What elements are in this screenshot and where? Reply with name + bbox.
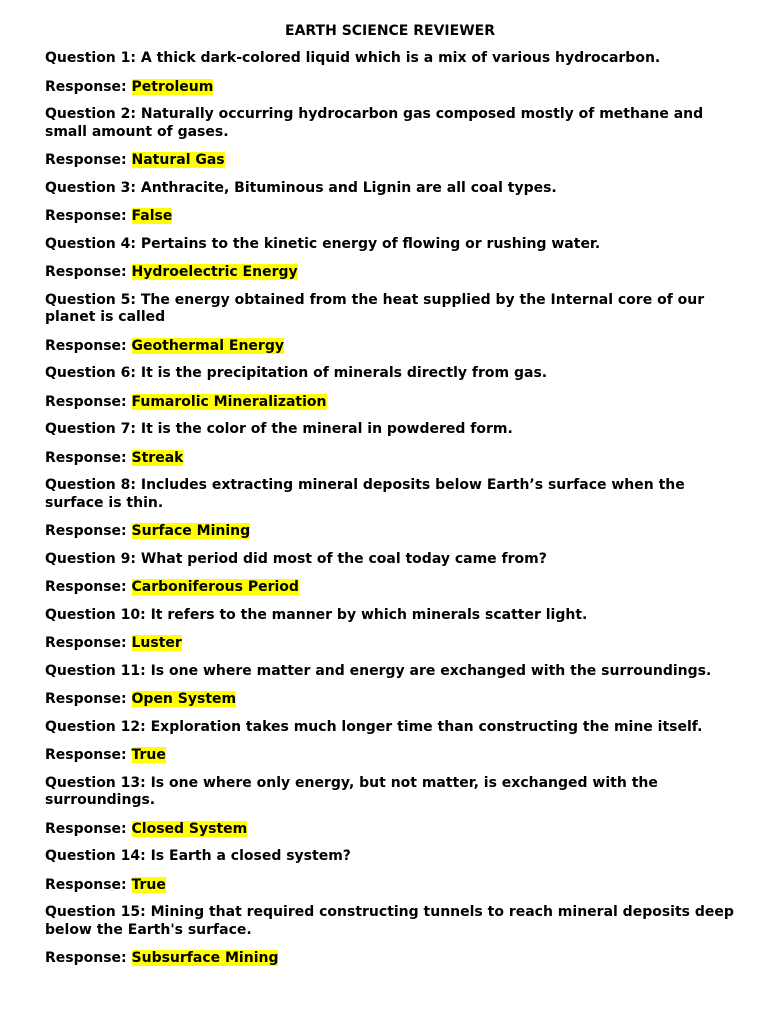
response-line: [45, 338, 735, 356]
response-label: Response:: [45, 393, 132, 410]
response-label: Response:: [45, 152, 132, 168]
response-label: Response:: [45, 820, 132, 837]
response-line: [45, 450, 735, 468]
highlighted-answer: True: [131, 747, 166, 763]
response-line: [45, 691, 735, 709]
highlighted-answer: Streak: [131, 449, 184, 466]
highlighted-answer: Geothermal Energy: [131, 337, 284, 354]
qa-item: [45, 551, 735, 597]
question-text: Question 3: Anthracite, Bituminous and Lignin are all coal types.: [45, 179, 557, 196]
question-text: Question 13: Is one where only energy, but not matter, is exchanged with the surroundings.: [45, 774, 658, 808]
highlighted-answer: False: [131, 208, 173, 224]
question-text: Question 2: Naturally occurring hydrocarbon gas composed mostly of methane and small amount of gases.: [45, 106, 704, 140]
document-page: [45, 22, 735, 968]
response-label: Response:: [45, 337, 132, 354]
qa-item: [45, 50, 735, 96]
qa-item: [45, 477, 735, 541]
qa-item: [45, 365, 735, 411]
response-line: [45, 877, 735, 895]
qa-item: [45, 775, 735, 839]
highlighted-answer: Surface Mining: [131, 523, 251, 539]
qa-item: [45, 719, 735, 765]
response-label: Response:: [45, 635, 132, 651]
question-text: Question 11: Is one where matter and energy are exchanged with the surroundings.: [45, 662, 712, 679]
highlighted-answer: Carboniferous Period: [131, 579, 299, 595]
response-line: [45, 579, 735, 597]
qa-item: [45, 180, 735, 226]
response-label: Response:: [45, 691, 132, 707]
question-text: Question 7: It is the color of the mineral in powdered form.: [45, 421, 513, 437]
highlighted-answer: Luster: [131, 635, 182, 651]
response-line: [45, 950, 735, 968]
highlighted-answer: True: [131, 876, 166, 893]
response-label: Response:: [45, 208, 132, 224]
response-label: Response:: [45, 950, 132, 966]
qa-item: [45, 236, 735, 282]
qa-item: [45, 848, 735, 894]
response-line: [45, 821, 735, 839]
response-label: Response:: [45, 523, 132, 539]
highlighted-answer: Fumarolic Mineralization: [131, 393, 327, 410]
response-label: Response:: [45, 449, 132, 466]
qa-item: [45, 663, 735, 709]
response-label: Response:: [45, 78, 132, 95]
response-label: Response:: [45, 747, 132, 763]
question-text: Question 8: Includes extracting mineral deposits below Earth’s surface when the surface is thin.: [45, 477, 685, 511]
response-line: [45, 79, 735, 97]
question-text: Question 14: Is Earth a closed system?: [45, 848, 351, 864]
response-line: [45, 394, 735, 412]
question-text: Question 9: What period did most of the coal today came from?: [45, 550, 547, 567]
question-text: Question 12: Exploration takes much longer time than constructing the mine itself.: [45, 718, 703, 735]
highlighted-answer: Petroleum: [131, 78, 214, 95]
qa-item: [45, 904, 735, 968]
response-line: [45, 635, 735, 653]
qa-item: [45, 421, 735, 467]
question-text: Question 10: It refers to the manner by which minerals scatter light.: [45, 606, 588, 623]
response-label: Response:: [45, 264, 132, 280]
question-text: Question 1: A thick dark-colored liquid which is a mix of various hydrocarbon.: [45, 50, 661, 66]
question-text: Question 6: It is the precipitation of minerals directly from gas.: [45, 365, 548, 381]
response-line: [45, 208, 735, 226]
qa-list: [45, 50, 735, 968]
highlighted-answer: Natural Gas: [131, 152, 225, 168]
response-line: [45, 152, 735, 170]
document-title: EARTH SCIENCE REVIEWER: [285, 23, 495, 39]
question-text: Question 5: The energy obtained from the heat supplied by the Internal core of our planet is called: [45, 291, 705, 325]
highlighted-answer: Open System: [131, 691, 237, 707]
highlighted-answer: Closed System: [131, 820, 248, 837]
qa-item: [45, 106, 735, 170]
highlighted-answer: Hydroelectric Energy: [131, 264, 298, 280]
qa-item: [45, 607, 735, 653]
qa-item: [45, 292, 735, 356]
question-text: Question 4: Pertains to the kinetic energy of flowing or rushing water.: [45, 235, 601, 252]
highlighted-answer: Subsurface Mining: [131, 950, 279, 966]
response-line: [45, 523, 735, 541]
response-line: [45, 747, 735, 765]
response-line: [45, 264, 735, 282]
question-text: Question 15: Mining that required constructing tunnels to reach mineral deposits deep below the Earth's surface.: [45, 904, 734, 938]
response-label: Response:: [45, 876, 132, 893]
response-label: Response:: [45, 579, 132, 595]
